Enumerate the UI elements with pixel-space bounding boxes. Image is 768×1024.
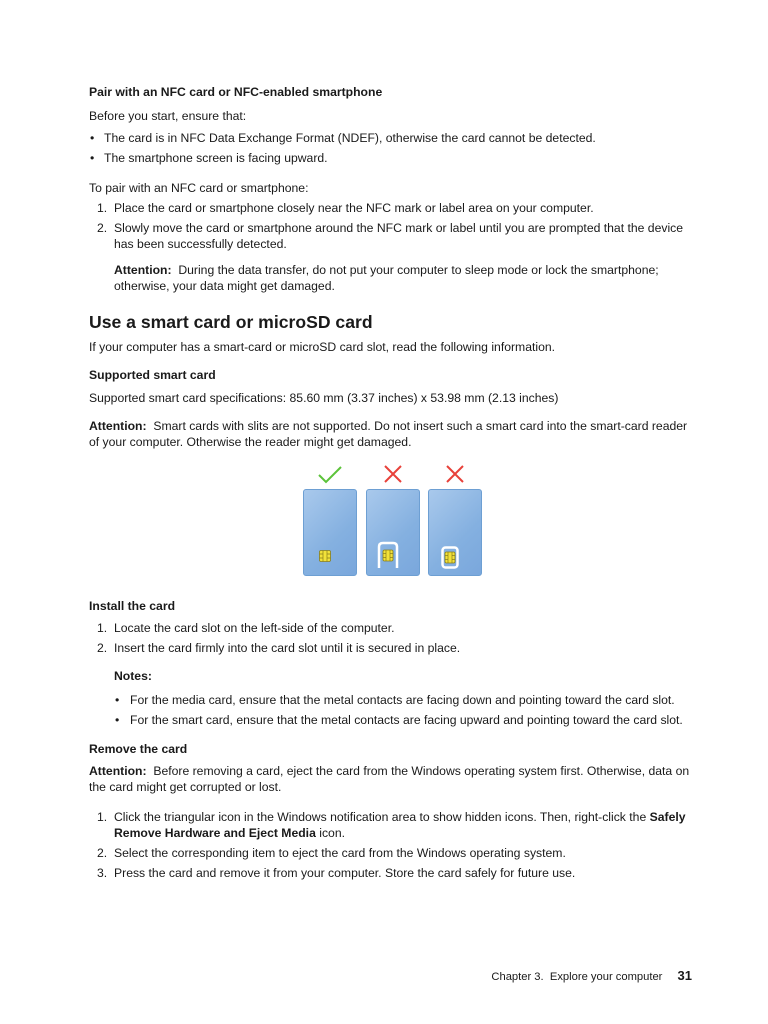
install-heading: Install the card [89,599,176,613]
list-item: 3. Press the card and remove it from your computer. Store the card safely for future use. [97,866,576,880]
slit-card-illustration [428,464,482,576]
cross-icon [442,464,468,486]
slit-card-illustration [366,464,420,576]
page-content [89,84,694,885]
list-item: • The card is in NFC Data Exchange Format (NDEF), otherwise the card cannot be detected. [90,131,596,145]
list-item: 2. Insert the card firmly into the card slot until it is secured in place. [97,641,461,655]
list-item: 2. Slowly move the card or smartphone around the NFC mark or label until you are prompted that the device has been successfully detected. [97,221,684,251]
bullet-icon: • [115,713,120,727]
install-notes [89,668,694,728]
smart-card [428,489,482,576]
bullet-icon: • [90,151,95,165]
list-item: 2. Select the corresponding item to eject the card from the Windows operating system. [97,846,566,860]
supported-heading: Supported smart card [89,368,216,382]
nfc-steps [89,200,694,252]
smart-card [303,489,357,576]
remove-heading: Remove the card [89,742,188,756]
supported-card-illustration [303,464,357,576]
slit-chip-icon [376,541,400,569]
list-item: • For the media card, ensure that the metal contacts are facing down and pointing toward the card slot. [115,693,675,707]
notes-label: Notes: [114,669,152,683]
section-title: Use a smart card or microSD card [89,312,373,332]
page-number: 31 [677,968,692,983]
nfc-intro: Before you start, ensure that: [89,109,247,123]
install-steps [89,620,694,656]
list-item: 1. Place the card or smartphone closely near the NFC mark or label area on your computer. [97,201,594,215]
bullet-icon: • [115,693,120,707]
nfc-attention: Attention: During the data transfer, do not put your computer to sleep mode or lock the smartphone; otherwise, your data might get damaged. [114,263,659,293]
footer-chapter: Chapter 3. [491,971,544,983]
remove-attention: Attention: Before removing a card, eject the card from the Windows operating system first. Otherwise, data on the card might get corrupted or lost. [89,764,690,794]
chip-icon [319,550,331,562]
nfc-heading: Pair with an NFC card or NFC-enabled smartphone [89,85,383,99]
list-item: • The smartphone screen is facing upward. [90,151,328,165]
page-footer [491,968,692,985]
nfc-steps-intro: To pair with an NFC card or smartphone: [89,181,309,195]
bullet-icon: • [90,131,95,145]
smart-intro: If your computer has a smart-card or microSD card slot, read the following information. [89,340,556,354]
supported-spec: Supported smart card specifications: 85.60 mm (3.37 inches) x 53.98 mm (2.13 inches) [89,391,559,405]
check-icon [317,464,343,486]
smart-card-figure [89,464,694,596]
nfc-bullet-list [89,130,694,166]
remove-steps [89,809,694,881]
list-item: 1. Click the triangular icon in the Windows notification area to show hidden icons. Then, right-click the Safely Remove Hardware and Eject Media icon. [97,810,686,840]
footer-title: Explore your computer [549,971,663,983]
slit-chip-icon [441,546,459,570]
list-item: 1. Locate the card slot on the left-side of the computer. [97,621,395,635]
list-item: • For the smart card, ensure that the metal contacts are facing upward and pointing toward the card slot. [115,713,683,727]
cross-icon [380,464,406,486]
smart-card [366,489,420,576]
smart-attention: Attention: Smart cards with slits are not supported. Do not insert such a smart card into the smart-card reader of your computer. Otherwise the reader might get damaged. [89,419,688,449]
